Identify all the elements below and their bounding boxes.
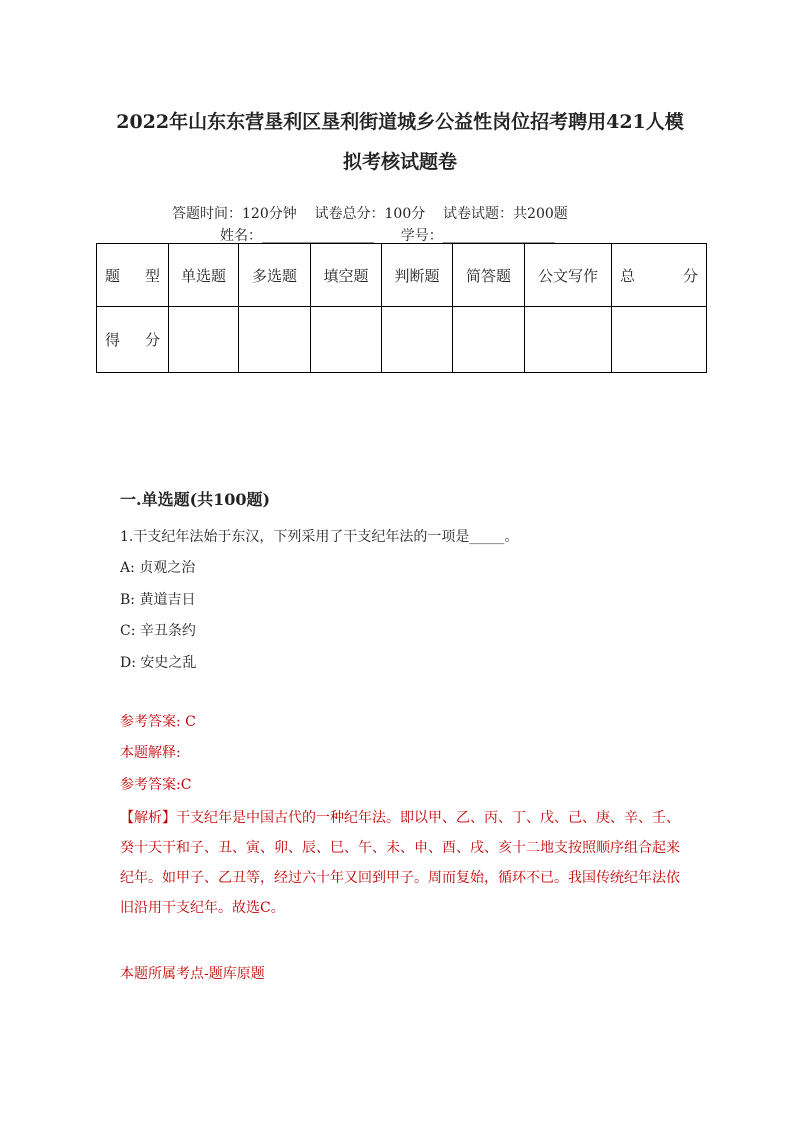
score-cell	[382, 307, 453, 373]
exam-info: 答题时间：120分钟 试卷总分：100分 试卷试题：共200题	[172, 206, 568, 222]
row-label-score: 得 分	[97, 307, 169, 373]
score-cell	[453, 307, 525, 373]
option-b: B: 黄道吉日	[120, 592, 196, 608]
option-a: A: 贞观之治	[120, 560, 196, 576]
score-table-score-row	[97, 307, 707, 373]
column-single-choice: 单选题	[169, 244, 239, 307]
reference-answer: 参考答案: C	[120, 714, 196, 730]
column-multiple-choice: 多选题	[239, 244, 311, 307]
column-total: 总 分	[612, 244, 707, 307]
option-c: C: 辛丑条约	[120, 623, 196, 639]
explanation-label: 本题解释:	[120, 745, 181, 761]
score-cell	[311, 307, 382, 373]
section-heading: 一.单选题(共100题)	[120, 490, 271, 509]
document-title-line2: 拟考核试题卷	[342, 151, 457, 173]
option-d: D: 安史之乱	[120, 655, 197, 671]
score-cell	[169, 307, 239, 373]
column-short-answer: 简答题	[453, 244, 525, 307]
score-cell	[239, 307, 311, 373]
name-id-line: 姓名：________________ 学号：________________	[220, 228, 555, 244]
question-source: 本题所属考点-题库原题	[120, 966, 265, 982]
question-text: 1.干支纪年法始于东汉，下列采用了干支纪年法的一项是_____。	[120, 529, 519, 545]
explanation-text: 【解析】干支纪年是中国古代的一种纪年法。即以甲、乙、丙、丁、戊、己、庚、辛、壬、癸十天干和子、丑、寅、卯、辰、巳、午、未、申、酉、戌、亥十二地支按照顺序组合起来纪年。如甲子、乙丑等，经过六十年又回到甲子。周而复始，循环不已。我国传统纪年法依旧沿用干支纪年。故选C。	[120, 810, 680, 916]
score-table-header-row	[97, 244, 707, 307]
column-true-false: 判断题	[382, 244, 453, 307]
score-cell	[612, 307, 707, 373]
row-label-question-type: 题 型	[97, 244, 169, 307]
reference-answer-2: 参考答案:C	[120, 777, 192, 793]
column-fill-blank: 填空题	[311, 244, 382, 307]
score-table	[96, 243, 707, 373]
document-title-line1: 2022年山东东营垦利区垦利街道城乡公益性岗位招考聘用421人模	[116, 111, 684, 133]
column-document-writing: 公文写作	[525, 244, 612, 307]
score-cell	[525, 307, 612, 373]
